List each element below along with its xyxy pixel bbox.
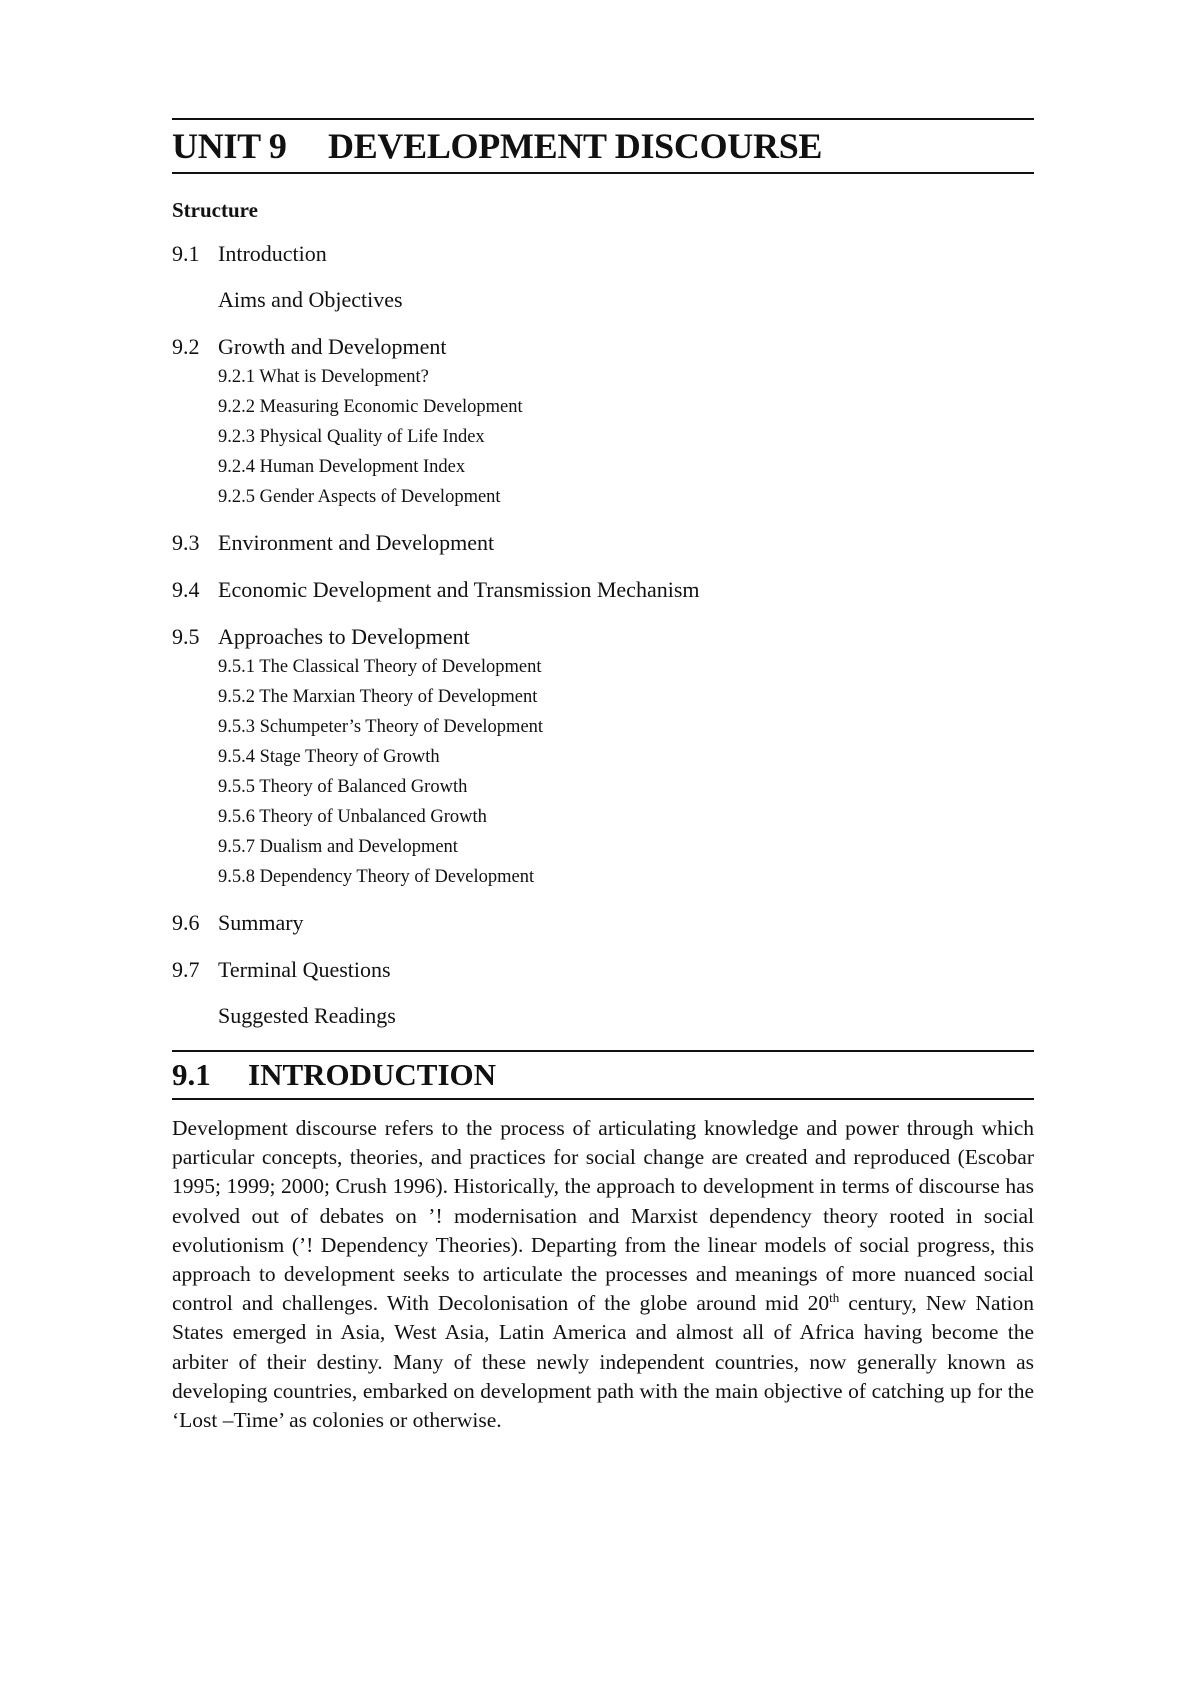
toc-item-unnumbered	[172, 1003, 1034, 1028]
toc-subsection-list	[172, 362, 1034, 512]
document-page	[172, 118, 1034, 1457]
toc-item-number: 9.6	[172, 910, 200, 935]
toc-subsection-item: 9.2.2 Measuring Economic Development	[218, 397, 523, 417]
toc-subsection-list	[172, 652, 1034, 892]
toc-item-label: Aims and Objectives	[218, 287, 403, 312]
paragraph-text-part-1: Development discourse refers to the process of articulating knowledge and power through which particular concepts, theories, and practices for social change are created and reproduced (Escobar 1995; 1999; 2000; Crush 1996). Historically, the approach to development in terms of discourse has evolved out of debates on ’! modernisation and Marxist dependency theory rooted in social evolutionism (’! Dependency Theories). Departing from the linear models of social progress, this approach to development seeks to articulate the processes and meanings of more nuanced social control and challenges. With Decolonisation of the globe around mid 20	[172, 1116, 1034, 1316]
toc-item-number: 9.7	[172, 957, 200, 982]
unit-title-text: DEVELOPMENT DISCOURSE	[328, 126, 823, 166]
toc-item-number: 9.5	[172, 624, 200, 649]
toc-subsection-item: 9.2.3 Physical Quality of Life Index	[218, 427, 485, 447]
intro-paragraph	[172, 1114, 1034, 1435]
section-title	[172, 1052, 1034, 1098]
toc-subsection-item: 9.5.6 Theory of Unbalanced Growth	[218, 807, 487, 827]
toc-item-number: 9.2	[172, 334, 200, 359]
toc-item-label: Introduction	[218, 241, 327, 266]
toc-item	[172, 334, 1034, 359]
toc-item	[172, 957, 1034, 982]
toc-item-label: Environment and Development	[218, 530, 495, 555]
title-bottom-rule	[172, 172, 1034, 174]
toc-item-number: 9.3	[172, 530, 200, 555]
section-number: 9.1	[172, 1057, 211, 1092]
toc-subsection-item: 9.5.1 The Classical Theory of Development	[218, 657, 542, 677]
toc-item	[172, 910, 1034, 935]
toc-item-number: 9.1	[172, 241, 200, 266]
toc-subsection-item: 9.5.7 Dualism and Development	[218, 837, 458, 857]
section-heading	[172, 1050, 1034, 1100]
unit-title	[172, 120, 1034, 172]
toc-item-label: Suggested Readings	[218, 1003, 396, 1028]
toc-item	[172, 577, 1034, 602]
toc-subsection-item: 9.5.4 Stage Theory of Growth	[218, 747, 440, 767]
toc-subsection-item: 9.5.8 Dependency Theory of Development	[218, 867, 535, 887]
superscript-th: th	[829, 1290, 840, 1306]
toc-item-label: Terminal Questions	[218, 957, 391, 982]
toc-item	[172, 530, 1034, 555]
toc-item-label: Growth and Development	[218, 334, 447, 359]
toc-subsection-item: 9.5.5 Theory of Balanced Growth	[218, 777, 468, 797]
toc-subsection-item: 9.5.2 The Marxian Theory of Development	[218, 687, 538, 707]
toc-item	[172, 624, 1034, 649]
section-bottom-rule	[172, 1098, 1034, 1100]
section-title-text: INTRODUCTION	[248, 1057, 497, 1092]
toc-item-label: Approaches to Development	[218, 624, 470, 649]
toc-item-number: 9.4	[172, 577, 200, 602]
paragraph-text-part-2: century, New Nation States emerged in Asia, West Asia, Latin America and almost all of Africa having become the arbiter of their destiny. Many of these newly independent countries, now generally known as developing countries, embarked on development path with the main objective of catching up for the ‘Lost –Time’ as colonies or otherwise.	[172, 1291, 1034, 1433]
toc-item-label: Economic Development and Transmission Mechanism	[218, 577, 700, 602]
toc-subsection-item: 9.2.5 Gender Aspects of Development	[218, 487, 501, 507]
toc-subsection-item: 9.2.4 Human Development Index	[218, 457, 466, 477]
toc-item	[172, 241, 1034, 266]
toc-subsection-item: 9.5.3 Schumpeter’s Theory of Development	[218, 717, 544, 737]
toc-subsection-item: 9.2.1 What is Development?	[218, 367, 429, 387]
table-of-contents	[172, 241, 1034, 1028]
toc-item-label: Summary	[218, 910, 304, 935]
unit-number: UNIT 9	[172, 126, 287, 166]
structure-label: Structure	[172, 198, 258, 222]
toc-item-unnumbered	[172, 287, 1034, 312]
